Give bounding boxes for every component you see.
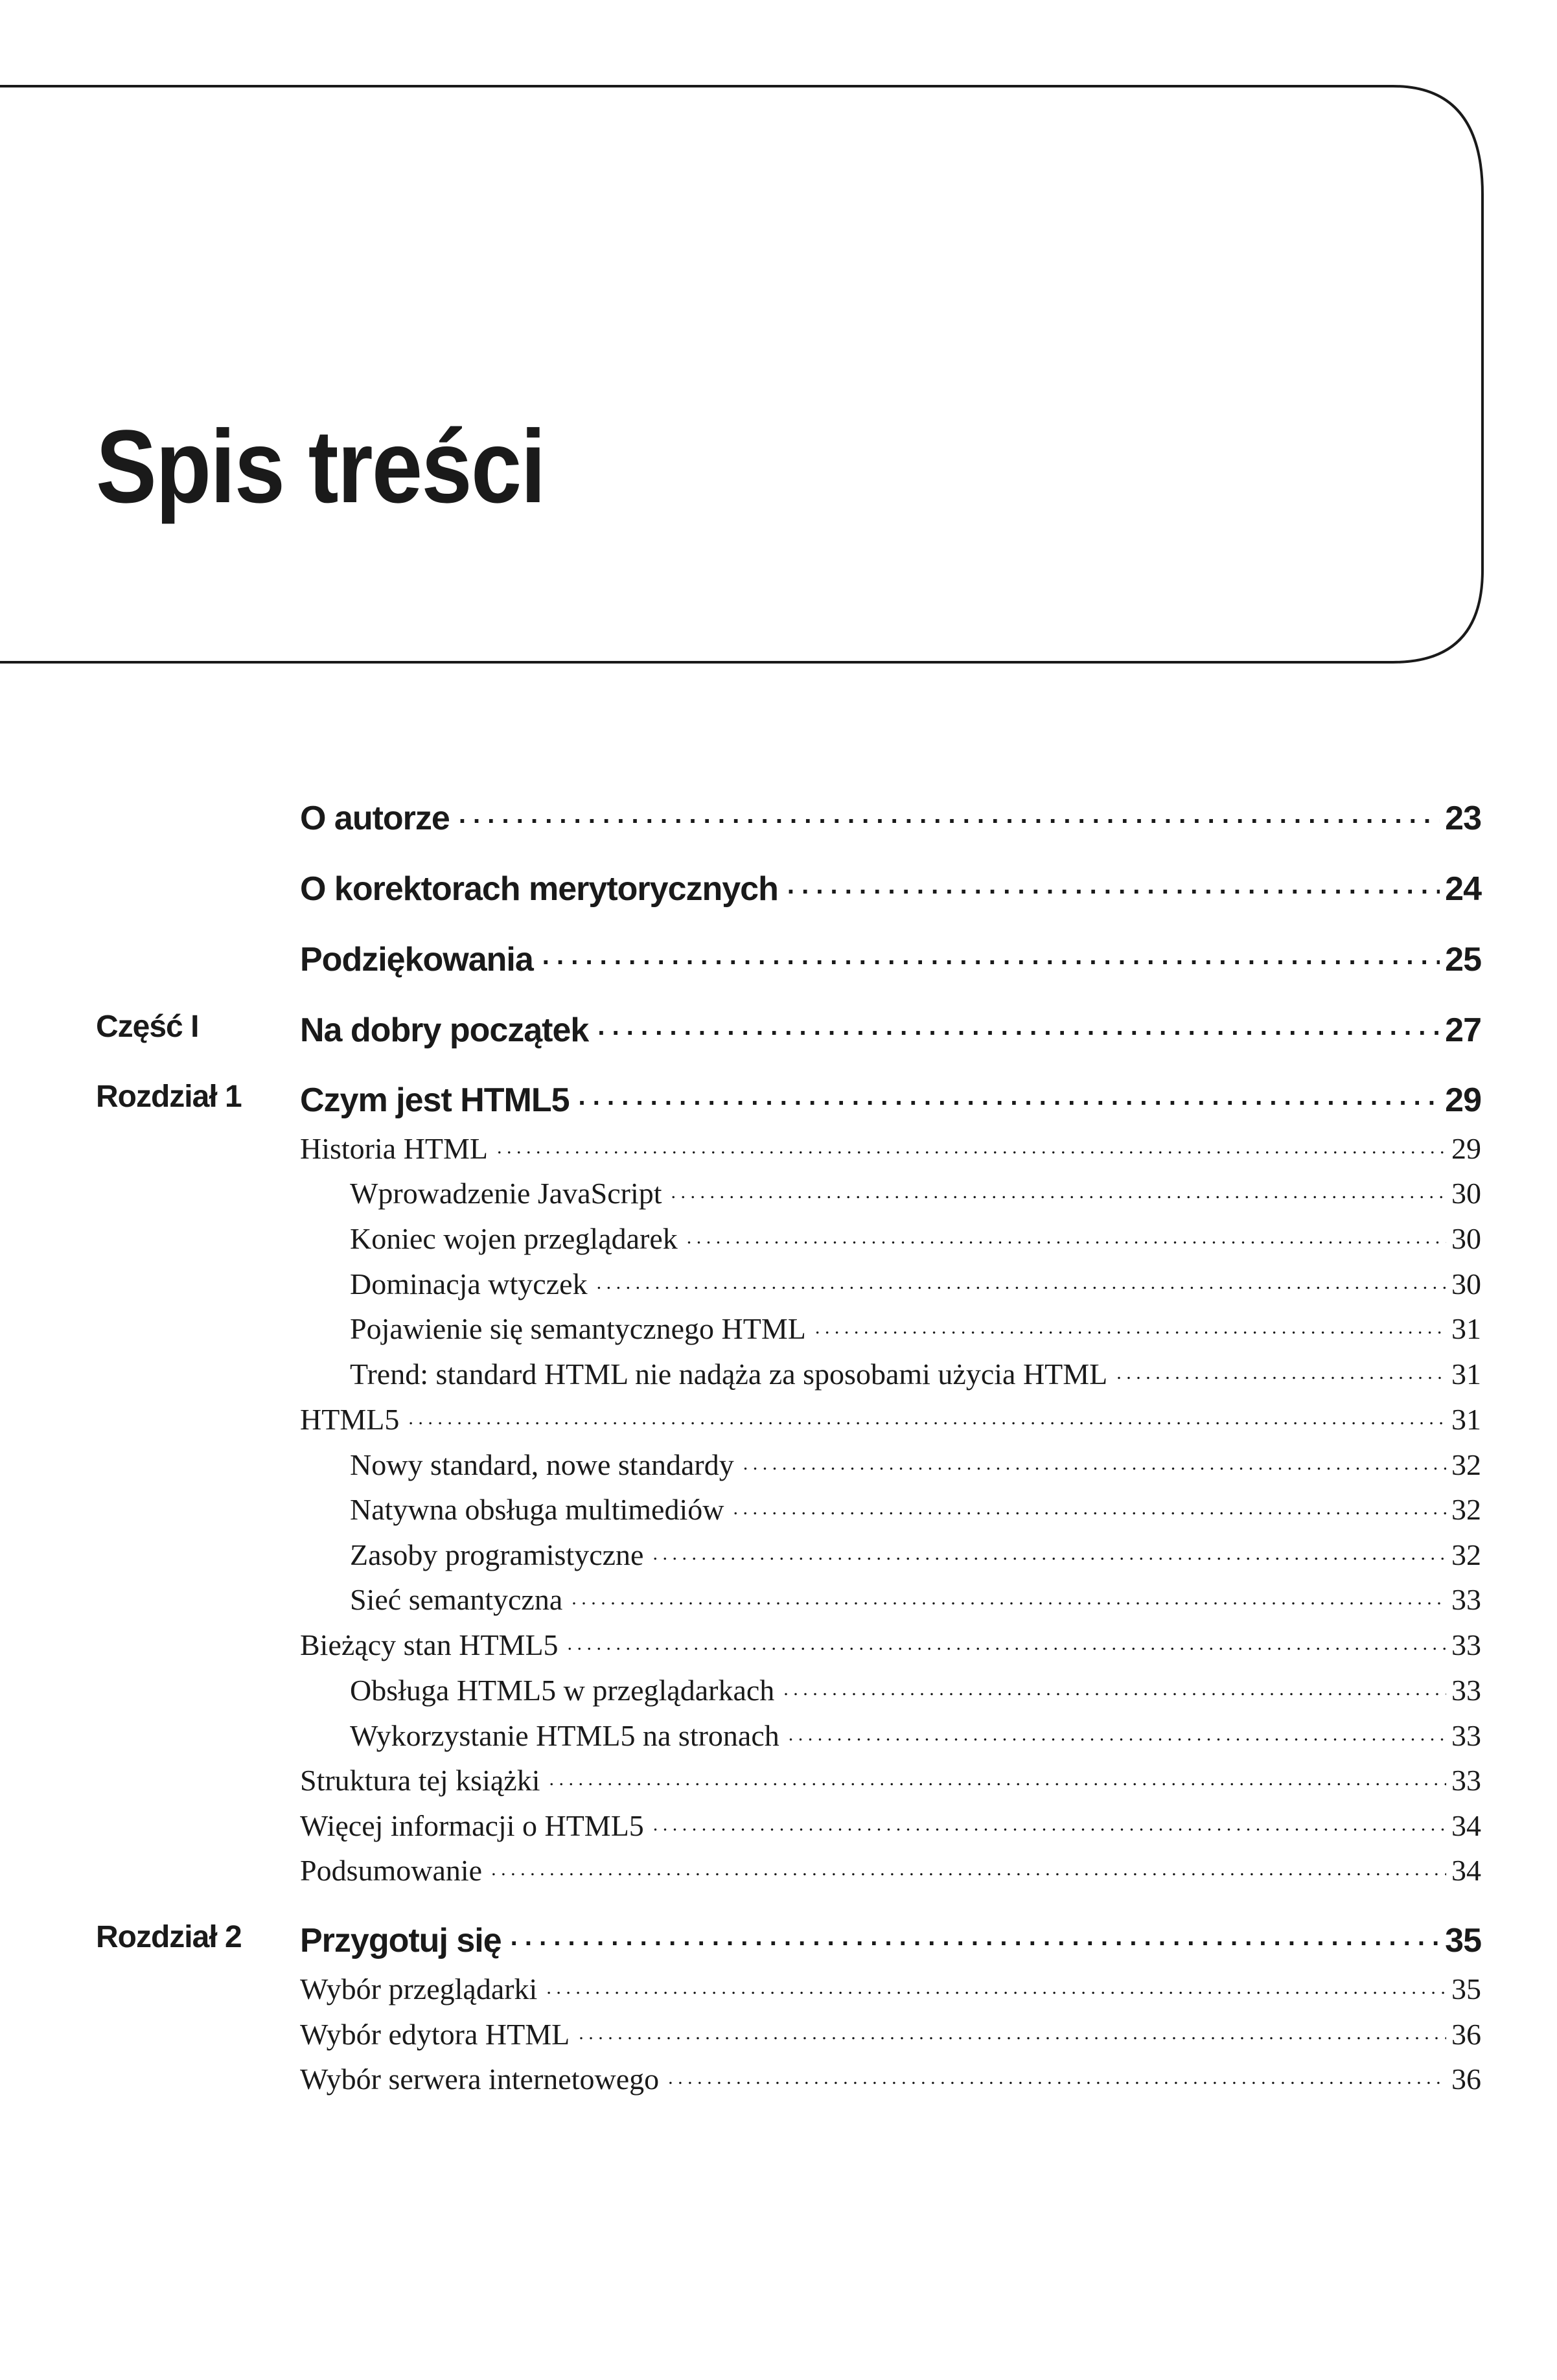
dot-leader <box>542 937 1440 971</box>
toc-entry-page: 30 <box>1451 1177 1481 1210</box>
toc-entry-page: 32 <box>1451 1448 1481 1481</box>
dot-leader <box>497 1129 1446 1159</box>
dot-leader <box>568 1625 1446 1655</box>
dot-leader <box>597 1008 1440 1041</box>
toc-entry-page: 29 <box>1451 1132 1481 1165</box>
dot-leader <box>571 1580 1446 1610</box>
dot-leader <box>579 1078 1440 1111</box>
toc-entry[interactable] <box>350 1670 1481 1707</box>
dot-leader <box>783 1670 1446 1700</box>
toc-entry-title: HTML5 <box>300 1403 400 1436</box>
toc-entry-title: Trend: standard HTML nie nadąża za sposobami użycia HTML <box>350 1358 1108 1391</box>
toc-entry-title: Czym jest HTML5 <box>300 1081 570 1119</box>
toc-entry-page: 35 <box>1445 1922 1481 1959</box>
toc-entry-title: Podsumowanie <box>300 1854 483 1887</box>
toc-entry-title: Zasoby programistyczne <box>350 1538 644 1571</box>
toc-entry-page: 35 <box>1451 1972 1481 2005</box>
toc-entry[interactable] <box>300 1008 1481 1050</box>
toc-entry[interactable] <box>300 2059 1481 2096</box>
toc-entry[interactable] <box>350 1354 1481 1391</box>
toc-entry-page: 33 <box>1451 1674 1481 1707</box>
toc-entry-title: O autorze <box>300 800 450 837</box>
part-label: Część I <box>96 1010 199 1044</box>
toc-entry[interactable] <box>350 1535 1481 1572</box>
toc-entry[interactable] <box>300 937 1481 979</box>
toc-entry[interactable] <box>300 1625 1481 1662</box>
toc-entry[interactable] <box>300 1761 1481 1797</box>
toc-entry[interactable] <box>300 1918 1481 1960</box>
toc-entry-title: Struktura tej książki <box>300 1764 540 1797</box>
toc-entry-page: 33 <box>1451 1764 1481 1797</box>
toc-entry[interactable] <box>350 1716 1481 1753</box>
toc-entry-page: 34 <box>1451 1809 1481 1842</box>
dot-leader <box>546 1969 1446 1999</box>
toc-entry-title: Nowy standard, nowe standardy <box>350 1448 734 1481</box>
dot-leader <box>668 2059 1446 2089</box>
toc-entry-page: 23 <box>1445 800 1481 837</box>
toc-entry[interactable] <box>300 2015 1481 2051</box>
dot-leader <box>511 1918 1440 1952</box>
toc-entry[interactable] <box>300 866 1481 908</box>
toc-entry-page: 32 <box>1451 1493 1481 1526</box>
toc-entry-title: Koniec wojen przeglądarek <box>350 1222 678 1255</box>
toc-entry-page: 30 <box>1451 1222 1481 1255</box>
toc-entry-title: Obsługa HTML5 w przeglądarkach <box>350 1674 775 1707</box>
dot-leader <box>743 1445 1446 1475</box>
dot-leader <box>687 1219 1446 1249</box>
dot-leader <box>597 1264 1446 1294</box>
toc-entry-title: Podziękowania <box>300 941 533 978</box>
toc-entry[interactable] <box>300 1851 1481 1888</box>
dot-leader <box>671 1173 1446 1203</box>
dot-leader <box>787 866 1440 900</box>
toc-entry-title: Przygotuj się <box>300 1922 502 1959</box>
toc-entry[interactable] <box>300 1806 1481 1843</box>
toc-entry-page: 31 <box>1451 1312 1481 1345</box>
toc-entry-title: Wybór przeglądarki <box>300 1972 538 2005</box>
toc-entry[interactable] <box>300 1969 1481 2006</box>
toc-entry[interactable] <box>300 1400 1481 1437</box>
toc-entry[interactable] <box>350 1264 1481 1301</box>
toc-entry[interactable] <box>350 1173 1481 1210</box>
toc-entry-page: 33 <box>1451 1628 1481 1661</box>
toc-entry-title: Wprowadzenie JavaScript <box>350 1177 662 1210</box>
dot-leader <box>491 1851 1446 1880</box>
toc-entry[interactable] <box>300 1078 1481 1120</box>
toc-entry-page: 31 <box>1451 1403 1481 1436</box>
toc-entry[interactable] <box>350 1445 1481 1482</box>
toc-entry-title: O korektorach merytorycznych <box>300 870 778 908</box>
dot-leader <box>733 1490 1446 1519</box>
toc-entry[interactable] <box>350 1490 1481 1527</box>
dot-leader <box>815 1309 1446 1339</box>
toc-entry-title: Na dobry początek <box>300 1011 589 1049</box>
toc-entry-page: 36 <box>1451 2018 1481 2051</box>
toc-entry-page: 30 <box>1451 1267 1481 1300</box>
chapter-label-1: Rozdział 1 <box>96 1080 242 1114</box>
toc-entry-title: Bieżący stan HTML5 <box>300 1628 559 1661</box>
toc-entry[interactable] <box>350 1219 1481 1256</box>
toc-entry-title: Wybór edytora HTML <box>300 2018 570 2051</box>
toc-entry-page: 24 <box>1445 870 1481 908</box>
toc-entry-title: Więcej informacji o HTML5 <box>300 1809 644 1842</box>
toc-entry-title: Natywna obsługa multimediów <box>350 1493 724 1526</box>
dot-leader <box>408 1400 1446 1429</box>
toc-entry-page: 32 <box>1451 1538 1481 1571</box>
toc-entry[interactable] <box>300 796 1481 838</box>
chapter-label-2: Rozdział 2 <box>96 1920 242 1954</box>
toc-entry-title: Wykorzystanie HTML5 na stronach <box>350 1719 779 1752</box>
toc-entry[interactable] <box>350 1309 1481 1346</box>
toc-entry-page: 33 <box>1451 1719 1481 1752</box>
toc-entry-page: 34 <box>1451 1854 1481 1887</box>
toc-entry-page: 29 <box>1445 1081 1481 1119</box>
toc-entry-page: 31 <box>1451 1358 1481 1391</box>
dot-leader <box>549 1761 1446 1790</box>
toc-entry[interactable] <box>300 1129 1481 1166</box>
toc-entry-title: Pojawienie się semantycznego HTML <box>350 1312 806 1345</box>
toc-entry-title: Sieć semantyczna <box>350 1583 563 1616</box>
toc-entry-title: Wybór serwera internetowego <box>300 2062 660 2096</box>
toc-entry-page: 33 <box>1451 1583 1481 1616</box>
toc-entry-title: Dominacja wtyczek <box>350 1267 588 1300</box>
dot-leader <box>1116 1354 1446 1384</box>
toc-entry[interactable] <box>350 1580 1481 1617</box>
dot-leader <box>789 1716 1446 1746</box>
toc-entry-page: 25 <box>1445 941 1481 978</box>
header-frame <box>0 0 1557 687</box>
dot-leader <box>653 1806 1446 1836</box>
page-title: Spis treści <box>96 408 545 524</box>
toc-entry-page: 36 <box>1451 2062 1481 2096</box>
dot-leader <box>459 796 1440 829</box>
toc-entry-page: 27 <box>1445 1011 1481 1049</box>
dot-leader <box>652 1535 1446 1565</box>
toc-entry-title: Historia HTML <box>300 1132 489 1165</box>
dot-leader <box>579 2015 1446 2044</box>
